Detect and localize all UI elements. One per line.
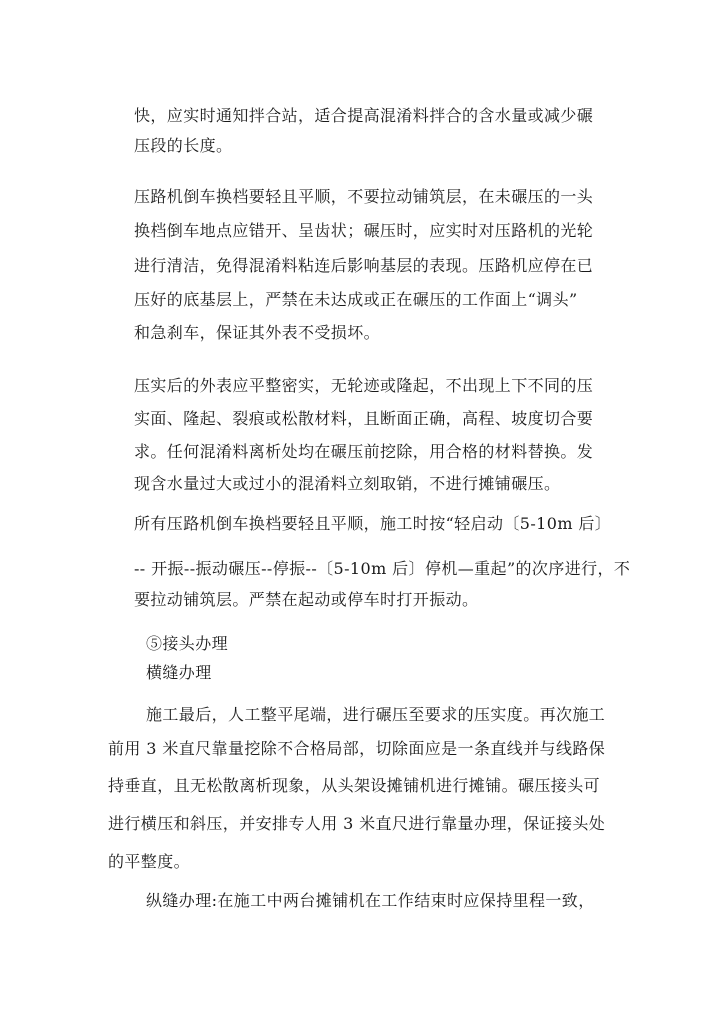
text-line: 压路机倒车换档要轻且平顺，不要拉动铺筑层，在未碾压的一头 xyxy=(134,187,594,206)
text-line: 所有压路机倒车换档要轻且平顺，施工时按“轻启动〔5-10m 后〕 xyxy=(134,514,612,533)
section-heading: ⑤接头办理 xyxy=(146,634,229,653)
text-line: 和急刹车，保证其外表不受损坏。 xyxy=(134,323,381,342)
text-line: -- 开振--振动碾压--停振--〔5-10m 后〕停机—重起”的次序进行，不 xyxy=(134,559,631,578)
text-line: 快，应实时通知拌合站，适合提高混淆料拌合的含水量或减少碾 xyxy=(134,106,594,125)
text-line: 持垂直，且无松散离析现象，从头架设摊铺机进行摊铺。碾压接头可 xyxy=(108,776,601,795)
text-line: 实面、隆起、裂痕或松散材料，且断面正确，高程、坡度切合要 xyxy=(134,409,594,428)
text-line: 压好的底基层上，严禁在未达成或正在碾压的工作面上“调头” xyxy=(134,290,578,309)
subsection-heading: 横缝办理 xyxy=(146,663,212,682)
text-line: 施工最后，人工整平尾端，进行碾压至要求的压实度。再次施工 xyxy=(146,705,606,724)
text-line: 求。任何混淆料离析处均在碾压前挖除，用合格的材料替换。发 xyxy=(134,442,594,461)
text-line: 压实后的外表应平整密实，无轮迹或隆起，不出现上下不同的压 xyxy=(134,376,594,395)
text-line: 要拉动铺筑层。严禁在起动或停车时打开振动。 xyxy=(134,590,479,609)
text-line: 的平整度。 xyxy=(108,852,191,871)
text-line: 换档倒车地点应错开、呈齿状；碾压时，应实时对压路机的光轮 xyxy=(134,221,594,240)
text-line: 压段的长度。 xyxy=(134,136,233,155)
text-line: 前用 3 米直尺靠量挖除不合格局部，切除面应是一条直线并与线路保 xyxy=(108,739,606,758)
text-line: 进行清洁，免得混淆料粘连后影响基层的表现。压路机应停在已 xyxy=(134,256,594,275)
text-line: 进行横压和斜压，并安排专人用 3 米直尺进行靠量办理，保证接头处 xyxy=(108,814,606,833)
text-line: 现含水量过大或过小的混淆料立刻取销，不进行摊铺碾压。 xyxy=(134,474,561,493)
text-line: 纵缝办理:在施工中两台摊铺机在工作结束时应保持里程一致， xyxy=(146,891,595,910)
